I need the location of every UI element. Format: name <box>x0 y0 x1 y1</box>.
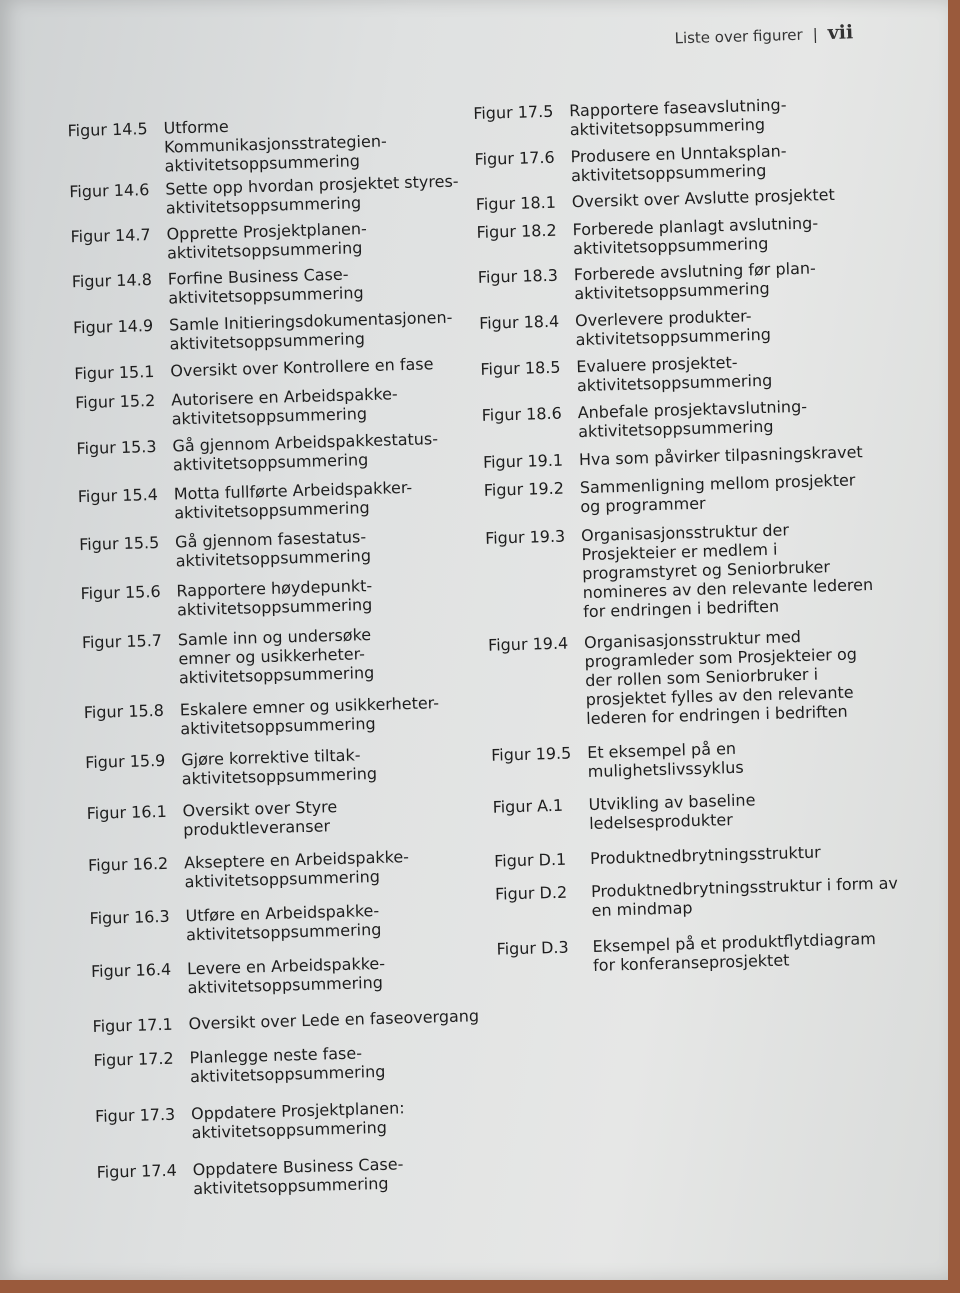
figure-number: Figur 14.5 <box>67 119 148 141</box>
page-number: vii <box>827 21 854 45</box>
figure-number: Figur 15.9 <box>85 750 166 773</box>
figure-number: Figur 19.1 <box>482 450 564 472</box>
figure-title: Eskalere emner og usikkerheter- aktivitetsoppsummering <box>179 693 440 739</box>
figure-title: Utføre en Arbeidspakke- aktivitetsoppsummering <box>185 900 382 945</box>
figure-title: Et eksempel på en mulighetslivssyklus <box>586 738 744 782</box>
figure-number: Figur 16.4 <box>90 959 172 981</box>
figure-number: Figur 18.2 <box>476 220 557 242</box>
figure-number: Figur 16.2 <box>87 853 169 876</box>
page-header <box>674 21 853 48</box>
figure-title: Rapportere høydepunkt- aktivitetsoppsummering <box>176 575 373 620</box>
figure-number: Figur 19.3 <box>484 526 566 548</box>
figure-title: Forfine Business Case- aktivitetsoppsummering <box>167 264 364 308</box>
figure-number: Figur 15.7 <box>81 630 163 653</box>
figure-number: Figur 15.6 <box>80 581 161 604</box>
figure-title: Sammenligning mellom prosjekter og programmer <box>579 470 856 517</box>
figure-title: Samle inn og undersøke emner og usikkerheter- aktivitetsoppsummering <box>177 625 375 688</box>
figure-title: Oppdatere Prosjektplanen: aktivitetsoppsummering <box>190 1098 405 1143</box>
figure-title: Oversikt over Lede en faseovergang <box>188 1006 480 1034</box>
figure-title: Organisasjonsstruktur med programleder som Prosjekteier og der rollen som Seniorbruker i prosjektet fylles av den relevante lederen for endringen i bedriften <box>583 627 858 729</box>
figure-number: Figur 19.2 <box>483 478 565 500</box>
figure-number: Figur 19.4 <box>487 633 569 655</box>
figure-title: Sette opp hvordan prosjektet styres- aktivitetsoppsummering <box>165 171 459 218</box>
figure-number: Figur 18.4 <box>478 311 560 333</box>
figure-title: Hva som påvirker tilpasningskravet <box>578 442 863 470</box>
figure-number: Figur 15.1 <box>74 361 155 384</box>
figure-number: Figur 16.3 <box>89 906 170 929</box>
figure-number: Figur 15.5 <box>78 532 160 555</box>
figure-title: Forberede planlagt avslutning- aktivitetsoppsummering <box>572 213 819 259</box>
figure-title: Produktnedbrytningsstruktur i form av en mindmap <box>590 873 899 920</box>
figure-number: Figur 14.6 <box>69 180 150 202</box>
figure-title: Forberede avslutning før plan- aktivitetsoppsummering <box>573 258 817 304</box>
figure-number: Figur 17.2 <box>93 1048 174 1070</box>
figure-title: Produktnedbrytningsstruktur <box>589 842 821 869</box>
figure-title: Gå gjennom Arbeidspakkestatus- aktivitetsoppsummering <box>172 429 439 475</box>
figure-number: Figur 17.5 <box>473 101 554 123</box>
figure-number: Figur 14.8 <box>71 270 153 292</box>
figure-title: Produsere en Unntaksplan- aktivitetsoppsummering <box>570 141 787 186</box>
figure-title: Motta fullførte Arbeidspakker- aktivitetsoppsummering <box>173 477 413 523</box>
figure-title: Evaluere prosjektet- aktivitetsoppsummering <box>576 352 773 396</box>
figure-title: Oppdatere Business Case- aktivitetsoppsummering <box>192 1154 404 1199</box>
figure-number: Figur 17.4 <box>96 1160 178 1182</box>
figure-number: Figur 15.2 <box>74 390 156 413</box>
figure-number: Figur 15.4 <box>77 484 159 507</box>
figure-number: Figur 18.6 <box>481 403 563 425</box>
figure-number: Figur D.3 <box>496 937 569 959</box>
figure-title: Samle Initieringsdokumentasjonen- aktivitetsoppsummering <box>168 307 453 354</box>
figure-title: Gjøre korrektive tiltak- aktivitetsoppsummering <box>180 745 378 789</box>
figure-title: Gå gjennom fasestatus- aktivitetsoppsummering <box>174 527 372 571</box>
figure-number: Figur 17.6 <box>474 147 555 169</box>
figure-number: Figur 18.1 <box>475 192 557 214</box>
figure-number: Figur 15.8 <box>83 700 165 723</box>
figure-title: Planlegge neste fase- aktivitetsoppsummering <box>189 1043 386 1087</box>
figure-title: Oversikt over Avslutte prosjektet <box>571 184 835 212</box>
figure-number: Figur 18.3 <box>477 265 559 287</box>
figure-title: Opprette Prosjektplanen- aktivitetsoppsummering <box>166 219 368 263</box>
figure-number: Figur A.1 <box>492 795 564 817</box>
figure-number: Figur 14.9 <box>72 316 154 338</box>
figure-number: Figur 17.3 <box>94 1104 176 1126</box>
header-separator: | <box>812 25 818 44</box>
figure-number: Figur 18.5 <box>480 357 561 379</box>
figure-title: Oversikt over Styre produktleveranser <box>182 797 338 840</box>
figure-number: Figur 17.1 <box>92 1014 173 1036</box>
figure-number: Figur D.1 <box>493 849 567 871</box>
figure-title: Overlevere produkter- aktivitetsoppsummering <box>574 306 772 350</box>
figure-title: Organisasjonsstruktur der Prosjekteier er medlem i programstyret og Seniorbruker nomineres av den relevante lederen for endringen i bedriften <box>580 520 874 622</box>
figure-title: Rapportere faseavslutning- aktivitetsoppsummering <box>568 95 787 140</box>
figure-title: Eksempel på et produktflytdiagram for konferanseprosjektet <box>592 929 877 975</box>
figure-title: Autorisere en Arbeidspakke- aktivitetsoppsummering <box>170 384 398 429</box>
header-title: Liste over figurer <box>674 25 803 48</box>
figure-number: Figur 16.1 <box>86 801 168 824</box>
figure-number: Figur D.2 <box>494 882 568 904</box>
figure-number: Figur 15.3 <box>76 436 157 459</box>
figure-title: Utvikling av baseline ledelsesprodukter <box>588 790 756 834</box>
figure-title: Levere en Arbeidspakke- aktivitetsoppsummering <box>186 953 386 998</box>
figure-title: Utforme Kommunikasjonsstrategien- aktivitetsoppsummering <box>163 116 387 176</box>
figure-number: Figur 14.7 <box>70 225 151 247</box>
figure-number: Figur 19.5 <box>490 743 572 765</box>
figure-title: Akseptere en Arbeidspakke- aktivitetsoppsummering <box>183 847 410 892</box>
figure-title: Oversikt over Kontrollere en fase <box>170 354 434 381</box>
figure-title: Anbefale prosjektavslutning- aktivitetsoppsummering <box>577 396 808 442</box>
